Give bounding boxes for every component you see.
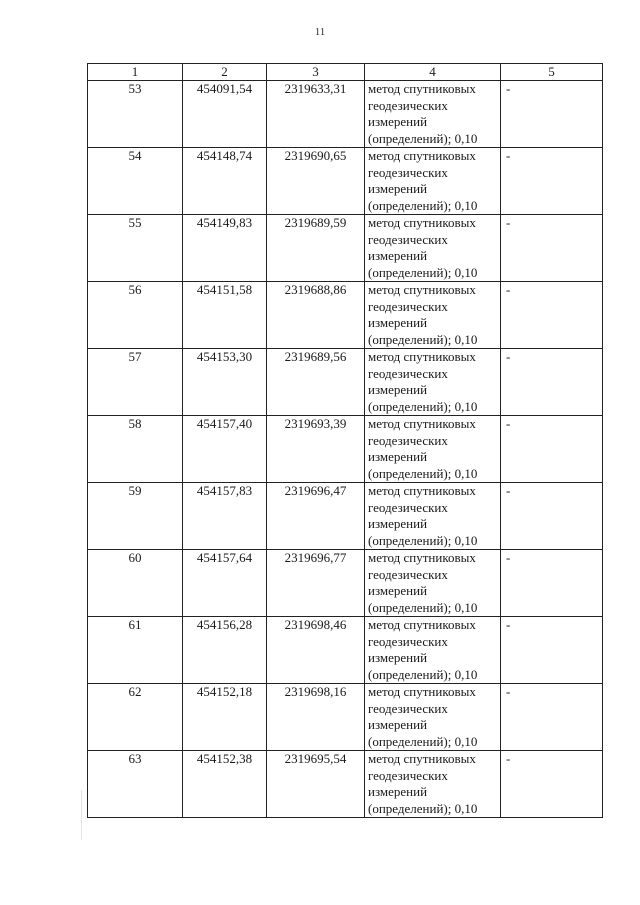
method-line: метод спутниковых [368,550,476,565]
note-value: - [501,282,603,349]
method-line: геодезических [368,700,448,716]
note-value: - [501,81,603,148]
table-row [88,148,603,215]
coordinate-x: 454157,40 [183,416,267,483]
note-value: - [501,684,603,751]
method-line: метод спутниковых [368,617,476,632]
margin-mark [81,790,82,840]
point-number: 54 [88,148,183,215]
method-line: метод спутниковых [368,282,476,297]
method-description [365,751,501,818]
header-col-4: 4 [365,64,501,81]
method-line: (определений); 0,10 [368,800,478,816]
point-number: 56 [88,282,183,349]
coordinate-y: 2319698,16 [267,684,365,751]
method-line: измерений [368,449,428,464]
table-row [88,617,603,684]
method-line: измерений [368,516,428,531]
note-value: - [501,416,603,483]
table-row [88,349,603,416]
note-value: - [501,483,603,550]
header-col-5: 5 [501,64,603,81]
method-line: (определений); 0,10 [368,264,478,280]
method-description [365,550,501,617]
table-row [88,483,603,550]
coordinates-table [87,63,603,818]
method-line: метод спутниковых [368,349,476,364]
note-value: - [501,349,603,416]
table-row [88,751,603,818]
page-number: 11 [314,26,326,38]
method-line: измерений [368,717,428,732]
method-description [365,617,501,684]
method-line: (определений); 0,10 [368,733,478,749]
method-line: метод спутниковых [368,416,476,431]
coordinate-y: 2319696,77 [267,550,365,617]
coordinate-y: 2319633,31 [267,81,365,148]
note-value: - [501,550,603,617]
method-description [365,349,501,416]
method-description [365,416,501,483]
method-line: метод спутниковых [368,81,476,96]
point-number: 55 [88,215,183,282]
method-line: измерений [368,583,428,598]
coordinate-x: 454091,54 [183,81,267,148]
coordinate-x: 454152,38 [183,751,267,818]
method-line: (определений); 0,10 [368,197,478,213]
point-number: 58 [88,416,183,483]
method-line: геодезических [368,432,448,448]
method-line: (определений); 0,10 [368,465,478,481]
method-line: измерений [368,315,428,330]
method-line: геодезических [368,97,448,113]
coordinate-x: 454156,28 [183,617,267,684]
method-line: геодезических [368,499,448,515]
method-line: (определений); 0,10 [368,398,478,414]
coordinate-x: 454157,64 [183,550,267,617]
method-description [365,81,501,148]
method-line: геодезических [368,164,448,180]
note-value: - [501,751,603,818]
method-line: геодезических [368,566,448,582]
table-header [88,64,603,81]
method-line: измерений [368,650,428,665]
coordinate-y: 2319696,47 [267,483,365,550]
method-line: метод спутниковых [368,684,476,699]
coordinate-y: 2319689,59 [267,215,365,282]
point-number: 60 [88,550,183,617]
point-number: 59 [88,483,183,550]
point-number: 53 [88,81,183,148]
coordinate-y: 2319698,46 [267,617,365,684]
method-description [365,148,501,215]
method-line: геодезических [368,365,448,381]
method-line: (определений); 0,10 [368,331,478,347]
coordinate-x: 454153,30 [183,349,267,416]
table-row [88,215,603,282]
method-line: измерений [368,114,428,129]
header-col-1: 1 [88,64,183,81]
table-body [88,81,603,818]
coordinate-y: 2319689,56 [267,349,365,416]
table-row [88,684,603,751]
coordinate-x: 454148,74 [183,148,267,215]
table-row [88,81,603,148]
point-number: 62 [88,684,183,751]
note-value: - [501,617,603,684]
header-col-2: 2 [183,64,267,81]
method-line: (определений); 0,10 [368,599,478,615]
coordinate-x: 454151,58 [183,282,267,349]
method-line: измерений [368,181,428,196]
method-line: (определений); 0,10 [368,666,478,682]
table-row [88,416,603,483]
method-description [365,282,501,349]
method-line: (определений); 0,10 [368,532,478,548]
coordinate-y: 2319690,65 [267,148,365,215]
note-value: - [501,215,603,282]
point-number: 61 [88,617,183,684]
coordinate-y: 2319695,54 [267,751,365,818]
method-line: геодезических [368,767,448,783]
method-line: метод спутниковых [368,751,476,766]
header-col-3: 3 [267,64,365,81]
coordinate-x: 454152,18 [183,684,267,751]
method-line: измерений [368,248,428,263]
method-line: измерений [368,784,428,799]
header-row [88,64,603,81]
method-description [365,684,501,751]
method-line: геодезических [368,633,448,649]
coordinate-x: 454149,83 [183,215,267,282]
point-number: 57 [88,349,183,416]
method-line: геодезических [368,231,448,247]
method-description [365,483,501,550]
coordinate-x: 454157,83 [183,483,267,550]
method-line: (определений); 0,10 [368,130,478,146]
method-description [365,215,501,282]
table-row [88,282,603,349]
method-line: геодезических [368,298,448,314]
method-line: метод спутниковых [368,148,476,163]
method-line: измерений [368,382,428,397]
point-number: 63 [88,751,183,818]
method-line: метод спутниковых [368,483,476,498]
note-value: - [501,148,603,215]
coordinate-y: 2319688,86 [267,282,365,349]
coordinate-y: 2319693,39 [267,416,365,483]
table-row [88,550,603,617]
method-line: метод спутниковых [368,215,476,230]
